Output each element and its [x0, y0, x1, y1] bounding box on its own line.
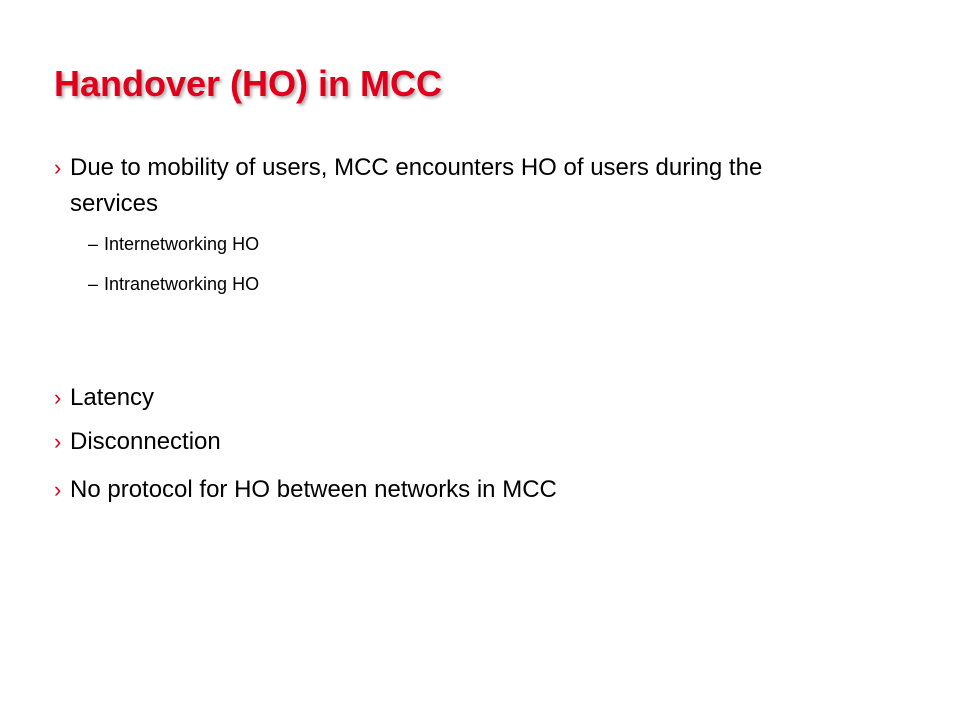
sub-bullet-text: Internetworking HO [104, 234, 260, 254]
slide-title: Handover (HO) in MCC [54, 63, 443, 104]
bullet-item [54, 424, 854, 460]
bullet-item [54, 472, 854, 508]
sub-bullet-item [88, 232, 788, 256]
chevron-right-icon: › [54, 385, 62, 410]
bullet-text: Due to mobility of users, MCC encounters HO of users during the services [70, 154, 763, 217]
chevron-right-icon: › [54, 477, 62, 502]
chevron-right-icon: › [54, 155, 62, 180]
bullet-text: Latency [70, 384, 155, 411]
dash-icon: – [88, 274, 99, 294]
bullet-item [54, 380, 854, 416]
sub-bullet-text: Intranetworking HO [104, 274, 260, 294]
bullet-text: Disconnection [70, 428, 221, 455]
bullet-item [54, 150, 854, 222]
chevron-right-icon: › [54, 429, 62, 454]
bullet-text: No protocol for HO between networks in MCC [70, 476, 557, 503]
sub-bullet-item [88, 272, 788, 296]
dash-icon: – [88, 234, 99, 254]
